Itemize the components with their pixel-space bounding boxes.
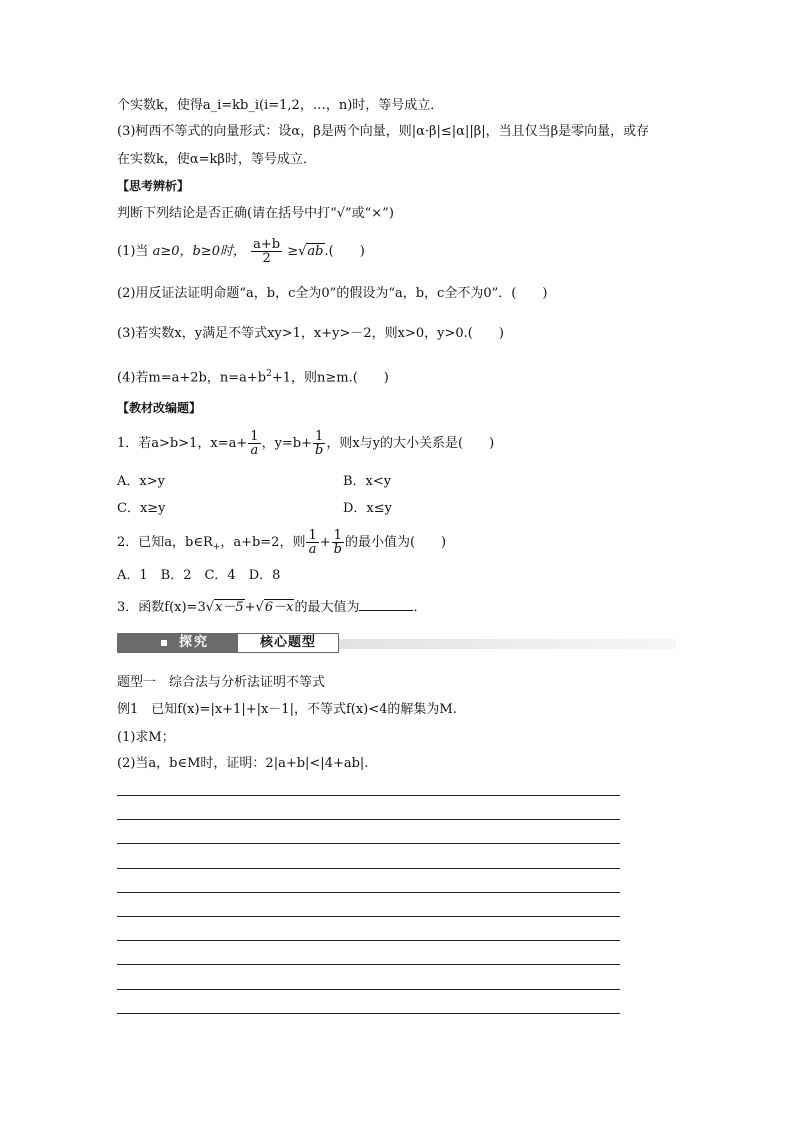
fraction: $\frac{1}{a}$: [308, 528, 317, 557]
section-heading: 【教材改编题】: [117, 401, 202, 415]
answer-line[interactable]: [117, 819, 620, 820]
fraction: $\frac{1}{b}$: [333, 528, 342, 557]
option-c: C．x≥y: [117, 501, 166, 516]
section-banner: [117, 633, 676, 653]
exercise-3: 3．函数f(x)=3√x－5+√6－x的最大值为 ．: [117, 600, 427, 615]
answer-line[interactable]: [117, 964, 620, 965]
text-line: (3)柯西不等式的向量形式：设α，β是两个向量，则|α·β|≤|α||β|，当且仅当β是零向量，或存: [117, 124, 650, 139]
sqrt-icon: √: [255, 600, 264, 615]
example-1-part-1: (1)求M；: [117, 730, 175, 745]
question-2: (2)用反证法证明命题“a，b，c全为0”的假设为“a，b，c全不为0”．( ): [117, 286, 548, 301]
section-heading: 【思考辨析】: [117, 179, 190, 193]
banner-tab-explore: 探究: [117, 633, 237, 653]
fraction: $\frac{1}{a}$: [250, 429, 259, 458]
option-a: A．x>y: [117, 474, 165, 489]
fraction: $\frac{a+b}{2}$: [253, 237, 281, 266]
option-d: D．x≤y: [343, 501, 392, 516]
answer-line[interactable]: [117, 892, 620, 893]
answer-line[interactable]: [117, 989, 620, 990]
sqrt-icon: √: [298, 244, 307, 259]
option-b: B．x<y: [343, 474, 392, 489]
exercise-1: 1．若a>b>1，x=a+ $\frac{1}{a}$ ，y=b+ $\frac{1}{b}$ ，则x与y的大小关系是( ): [117, 429, 495, 458]
answer-line[interactable]: [117, 940, 620, 941]
answer-line[interactable]: [117, 843, 620, 844]
sqrt-icon: √: [205, 600, 215, 615]
question-3: (3)若实数x，y满足不等式xy>1，x+y>－2，则x>0，y>0.( ): [117, 326, 504, 341]
question-1: (1)当 a≥0，b≥0时， $\frac{a+b}{2}$ ≥√ab.( ): [117, 237, 365, 266]
text-line: 在实数k，使α=kβ时，等号成立．: [117, 152, 316, 167]
text-line: 个实数k，使得a_i=kb_i(i=1,2，…，n)时，等号成立．: [117, 98, 444, 113]
example-1: 例1 已知f(x)=|x+1|+|x－1|，不等式f(x)<4的解集为M.: [117, 702, 457, 717]
answer-line[interactable]: [117, 916, 620, 917]
banner-tab-core-types: 核心题型: [237, 633, 339, 653]
type-heading: 题型一 综合法与分析法证明不等式: [117, 675, 326, 690]
fraction: $\frac{1}{b}$: [315, 429, 324, 458]
question-4: (4)若m=a+2b，$n=a+b^2+1$，则n≥m.( ): [117, 369, 389, 386]
answer-line[interactable]: [117, 868, 620, 869]
answer-line[interactable]: [117, 1013, 620, 1014]
instruction: 判断下列结论是否正确(请在括号中打“√”或“×”): [117, 206, 394, 221]
example-1-part-2: (2)当a，b∈M时，证明：2|a+b|<|4+ab|.: [117, 756, 369, 771]
square-icon: [161, 640, 167, 646]
exercise-2: 2．已知a，$b\in R_+$，a+b=2，则 $\frac{1}{a}$ + $\frac{1}{b}$ 的最小值为( ): [117, 528, 447, 557]
exercise-2-options: A．1 B．2 C．4 D．8: [117, 568, 281, 583]
answer-line[interactable]: [117, 795, 620, 796]
answer-blank[interactable]: [359, 598, 413, 611]
